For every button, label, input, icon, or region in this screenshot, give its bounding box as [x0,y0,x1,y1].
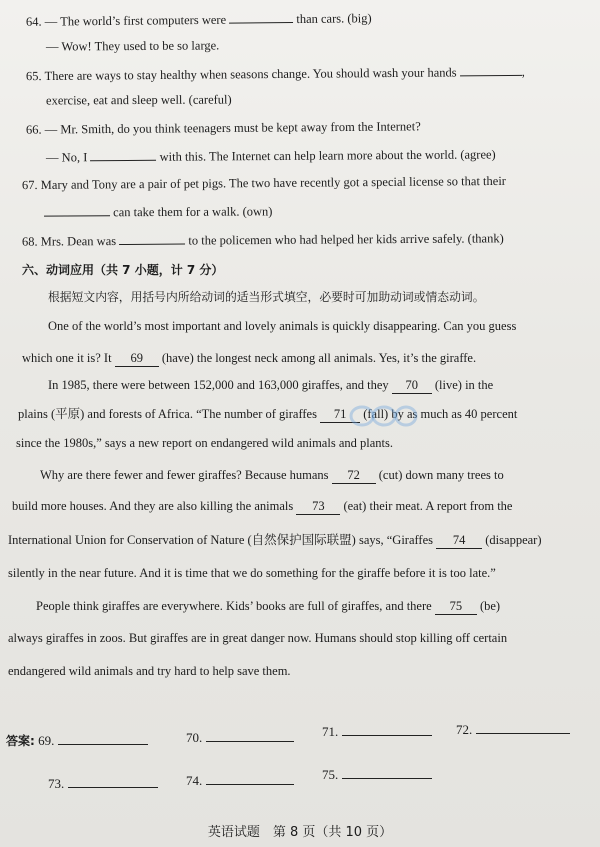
answer-line-72[interactable] [476,723,570,734]
passage-text: (fall) by as much as 40 percent [363,407,518,421]
question-64-line-1 [26,9,372,30]
answer-line-75[interactable] [342,768,432,779]
q65-hint: exercise, eat and sleep well. (careful) [45,92,232,108]
question-68-line-1 [22,229,504,249]
blank-71: 71 [320,406,360,423]
passage-p2-line-3: since the 1980s,” says a new report on endangered wild animals and plants. [16,436,393,450]
section-6-instruction: 根据短文内容，用括号内所给动词的适当形式填空，必要时可加助动词或情态动词。 [48,290,485,304]
q64-hint: than cars. (big) [296,11,372,26]
question-65-line-1 [26,63,525,84]
blank-74: 74 [436,532,482,549]
answer-label-72: 72. [456,722,473,737]
passage-p4-line-1 [36,598,500,615]
passage-text: which one it is? It [22,351,112,365]
q66-reply-end: with this. The Internet can help learn more about the world. (agree) [159,147,496,164]
blank-75: 75 [435,598,477,615]
answer-slot-74 [186,773,294,789]
answer-line-70[interactable] [206,731,294,742]
answer-label-70: 70. [186,730,203,745]
answers-label: 答案: [6,734,35,748]
q68-prompt: 68. Mrs. Dean was [21,234,117,249]
watermark-logo [348,403,418,435]
q65-prompt: 65. There are ways to stay healthy when seasons change. You should wash your hands [25,65,457,84]
question-67-line-1 [22,173,506,193]
question-65-line-2 [46,92,232,109]
passage-text: International Union for Conservation of Nature (自然保护国际联盟) says, “Giraffes [8,533,434,547]
answer-slot-70 [186,730,294,746]
blank-69: 69 [115,350,159,367]
answer-line-69[interactable] [58,734,148,745]
question-67-line-2 [44,202,273,220]
passage-text: (cut) down many trees to [378,468,504,482]
q68-hint: to the policemen who had helped her kids arrive safely. (thank) [188,231,504,248]
question-66-line-1 [26,118,421,137]
passage-p4-line-3: endangered wild animals and try hard to help save them. [8,664,291,678]
passage-text: People think giraffes are everywhere. Kids’ books are full of giraffes, and there [36,599,432,613]
passage-p2-line-2 [18,406,517,423]
passage-text: In 1985, there were between 152,000 and 163,000 giraffes, and they [48,378,389,392]
answer-line-74[interactable] [206,774,294,785]
answer-slot-73 [48,776,158,792]
section-6-heading: 六、动词应用（共 7 小题，计 7 分） [22,263,224,277]
passage-p1-line-1: One of the world’s most important and lovely animals is quickly disappearing. Can you guess [48,319,517,333]
q67-prompt: 67. Mary and Tony are a pair of pet pigs. The two have recently got a special license so that their [21,173,506,193]
answer-line-73[interactable] [68,777,158,788]
passage-text: (disappear) [485,533,542,547]
answer-slot-72 [456,722,570,738]
question-66-line-2 [46,145,496,165]
blank-73: 73 [296,498,340,515]
page-footer: 英语试题 第 8 页（共 10 页） [207,825,393,840]
q67-hint: can take them for a walk. (own) [113,204,273,220]
q65-comma: , [521,64,525,79]
passage-text: (eat) their meat. A report from the [343,499,513,513]
q64-prompt: 64. — The world’s first computers were [25,12,227,29]
passage-p3-line-3 [8,532,542,549]
q66-reply-start: — No, I [45,150,88,165]
answer-label-71: 71. [322,724,339,739]
answer-slot-75 [322,767,432,783]
passage-p3-line-2 [12,498,512,515]
answer-label-74: 74. [186,773,203,788]
answer-row-1-label [6,733,148,749]
passage-text: build more houses. And they are also killing the animals [12,499,294,513]
passage-p3-line-1 [40,467,504,484]
question-64-line-2 [46,37,219,54]
passage-text: plains (平原) and forests of Africa. “The number of giraffes [18,407,317,421]
passage-p3-line-4: silently in the near future. And it is time that we do something for the giraffe before it is too late.” [8,566,496,580]
answer-blank-65 [460,63,522,77]
answer-slot-71 [322,724,432,740]
passage-p2-line-1 [48,377,493,394]
passage-p4-line-2: always giraffes in zoos. But giraffes are in great danger now. Humans should stop killing off certain [8,631,508,645]
q66-prompt: 66. — Mr. Smith, do you think teenagers must be kept away from the Internet? [25,119,421,137]
q64-reply: — Wow! They used to be so large. [45,38,220,54]
blank-72: 72 [332,467,376,484]
passage-text: (have) the longest neck among all animals. Yes, it’s the giraffe. [161,351,477,365]
passage-text: Why are there fewer and fewer giraffes? Because humans [40,468,329,482]
passage-text: (be) [479,599,501,613]
watermark-mark-icon [348,403,418,429]
passage-text: (live) in the [434,378,494,392]
answer-label-75: 75. [322,767,339,782]
answer-blank-64 [229,10,293,24]
passage-p1-line-2 [22,350,476,367]
answer-line-71[interactable] [342,725,432,736]
answer-blank-66 [90,148,156,161]
answer-label-73: 73. [48,776,65,791]
answer-blank-67 [44,203,110,216]
answer-blank-68 [119,232,185,245]
answer-label-69: 69. [38,733,55,748]
blank-70: 70 [392,377,432,394]
